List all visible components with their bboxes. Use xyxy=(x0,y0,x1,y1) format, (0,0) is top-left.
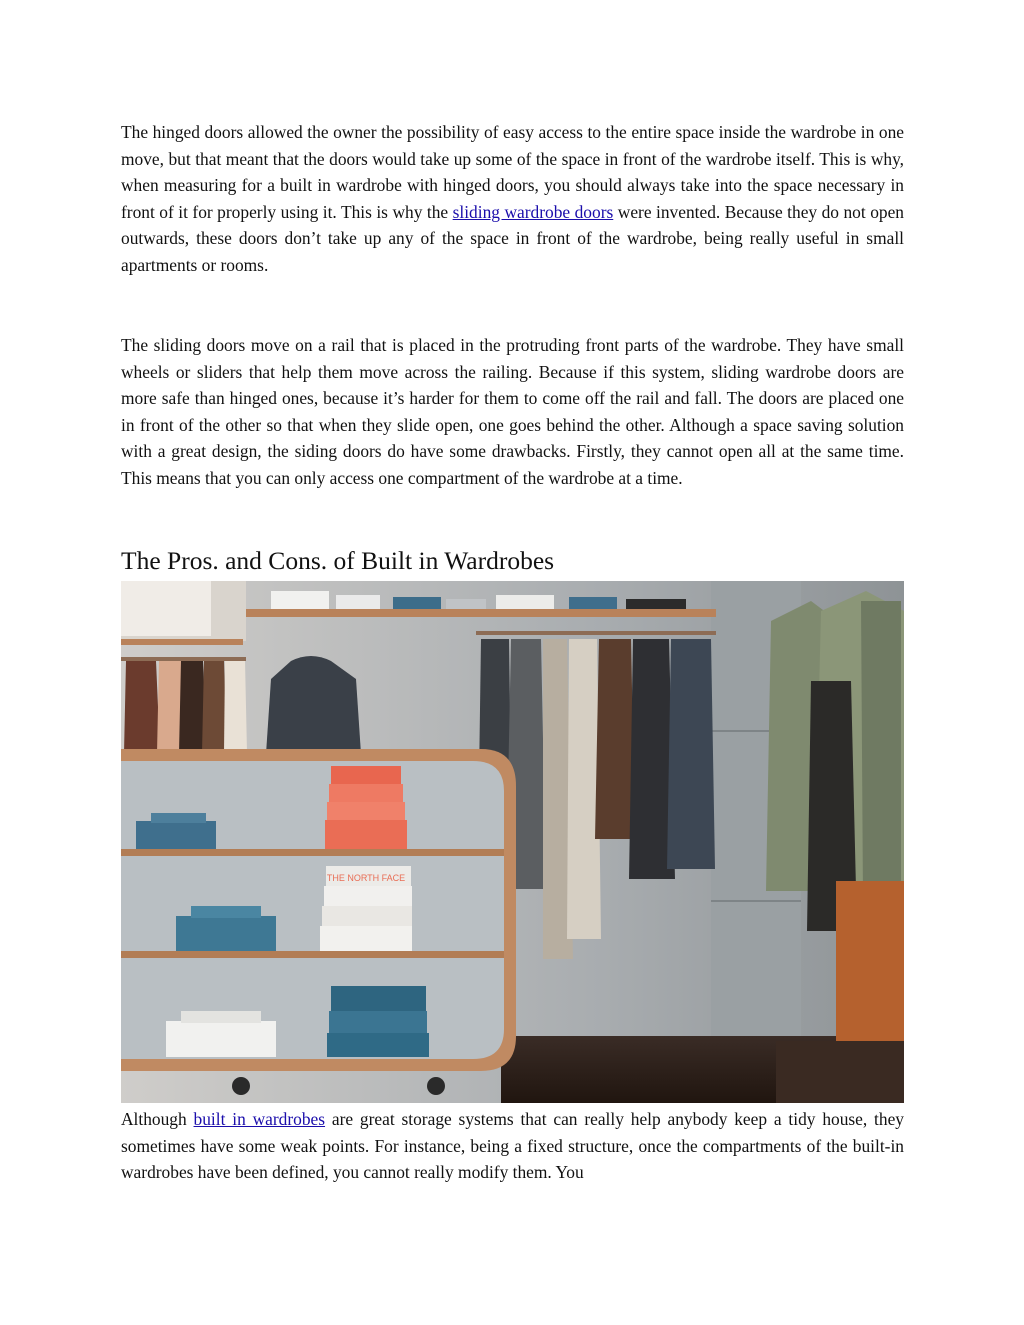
stack-logo: THE NORTH FACE xyxy=(326,873,406,883)
paragraph-text: were invented. Because they do not open outwards, these doors don’t take up any of the space in front of the wardrobe, being really useful in small apartments or rooms. xyxy=(121,201,904,275)
paragraph-text: are great storage systems that can really help anybody keep a tidy house, they sometimes have some weak points. For instance, being a fixed structure, once the compartments of the built-in wardrobes have been defined, you cannot really modify them. You xyxy=(121,1109,905,1183)
paragraph-text: The hinged doors allowed the owner the possibility of easy access to the entire space inside the wardrobe in one move, but that meant that the doors would take up some of the space in front of the wardrobe itself. This is why, when measuring for a built in wardrobe with hinged doors, you should always take into the space necessary in front of it for properly using it. This is why the xyxy=(121,122,904,222)
wardrobe-store-photo xyxy=(121,581,904,1103)
section-heading: The Pros. and Cons. of Built in Wardrobes xyxy=(121,546,555,575)
built-in-wardrobes-link[interactable]: built in wardrobes xyxy=(193,1109,326,1129)
paragraph-sliding-doors: The sliding doors move on a rail that is placed in the protruding front parts of the wardrobe. They have small wheels or sliders that help them move across the railing. Because if this system, sliding wardrobe doors are more safe than hinged ones, because it’s harder for them to come off the rail and fall. The doors are placed one in front of the other so that when they slide open, one goes behind the other. Although a space saving solution with a great design, the siding doors do have some drawbacks. Firstly, they cannot open all at the same time. This means that you can only access one compartment of the wardrobe at a time. xyxy=(121,335,904,488)
paragraph-text: Although xyxy=(121,1109,194,1129)
sliding-wardrobe-doors-link[interactable]: sliding wardrobe doors xyxy=(452,201,614,222)
paragraph-hinged-doors xyxy=(121,119,904,279)
paragraph-built-in-wardrobes xyxy=(121,1106,904,1186)
